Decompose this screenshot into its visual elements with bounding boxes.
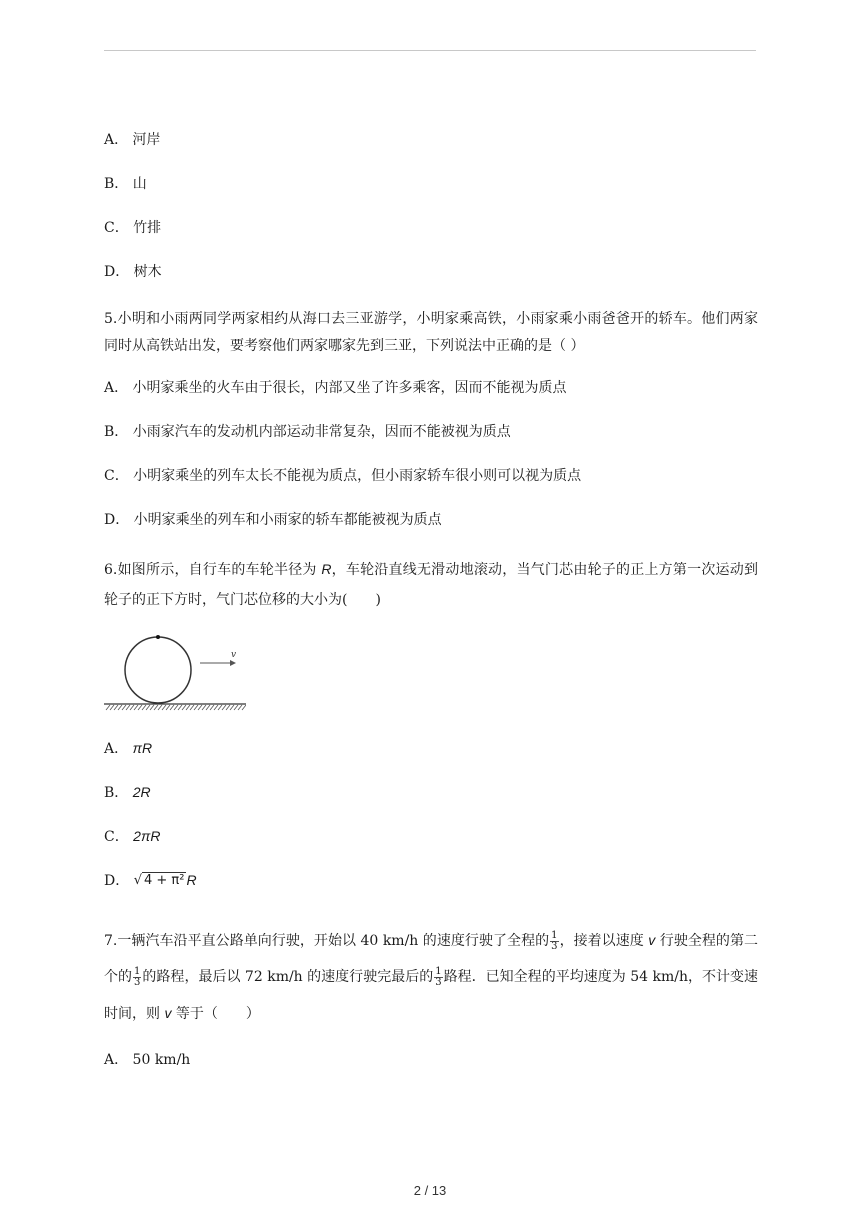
fraction-denominator: 3	[551, 940, 558, 952]
q7-text-4: 的路程，最后以 72 km/h 的速度行驶完最后的	[142, 969, 434, 985]
sqrt-expression: √ 4 + π²	[133, 873, 185, 888]
header-rule	[104, 50, 756, 51]
fraction-numerator: 1	[435, 965, 442, 977]
q6-stem-text: 6.如图所示，自行车的车轮半径为	[104, 562, 322, 578]
q5-option-c: C． 小明家乘坐的列车太长不能视为质点，但小雨家轿车很小则可以视为质点	[104, 468, 582, 484]
fraction-numerator: 1	[551, 929, 558, 941]
q6-option-a	[104, 738, 152, 759]
q4-option-c: C． 竹排	[104, 220, 162, 236]
q6-option-a-label: A．	[104, 741, 133, 757]
q6-stem	[104, 554, 758, 615]
q6-option-b	[104, 782, 151, 803]
fraction-one-third	[550, 931, 558, 952]
q6-option-c-label: C．	[104, 829, 134, 845]
q5-option-a: A． 小明家乘坐的火车由于很长，内部又坐了许多乘客，因而不能视为质点	[104, 380, 567, 396]
wheel-figure	[104, 630, 246, 714]
q5-option-d: D． 小明家乘坐的列车和小雨家的轿车都能被视为质点	[104, 512, 442, 528]
q6-stem-text-2: ，车轮沿直线无滑动地滚动，当气门芯由轮子的正上方第一次运动到轮子的正下方时，气门芯位移的大小为( )	[104, 562, 758, 608]
q6-option-c	[104, 826, 160, 847]
q6-var-r: R	[321, 561, 332, 577]
q6-option-a-value: πR	[132, 740, 153, 756]
valve-dot	[156, 635, 160, 639]
q7-var-v: v	[164, 1005, 172, 1021]
velocity-label: v	[231, 650, 237, 660]
q7-var-v: v	[648, 932, 656, 948]
q6-option-c-value: 2πR	[133, 828, 161, 844]
q6-option-d	[104, 870, 197, 891]
q4-option-b: B． 山	[104, 176, 147, 192]
fraction-denominator: 3	[134, 976, 141, 988]
q4-option-d: D． 树木	[104, 264, 162, 280]
sqrt-radicand: 4 + π²	[143, 873, 185, 888]
fraction-numerator: 1	[134, 965, 141, 977]
q7-stem	[104, 922, 758, 1032]
ground-hatching	[106, 705, 246, 710]
q4-option-a: A． 河岸	[104, 132, 161, 148]
q7-option-a: A． 50 km/h	[104, 1052, 191, 1068]
q6-option-d-suffix: R	[186, 872, 197, 888]
q5-option-b: B． 小雨家汽车的发动机内部运动非常复杂，因而不能被视为质点	[104, 424, 511, 440]
q7-text-3: 行驶全程的第二个的	[104, 933, 759, 985]
q7-text-1: 7.一辆汽车沿平直公路单向行驶，开始以 40 km/h 的速度行驶了全程的	[104, 933, 550, 949]
q6-option-b-value: 2R	[132, 784, 151, 800]
q7-text-6: 等于（ ）	[171, 1006, 260, 1022]
wheel-circle	[125, 637, 191, 703]
q7-text-2: ，接着以速度	[559, 933, 649, 949]
fraction-one-third	[133, 967, 141, 988]
q7-text-5: 路程．已知全程的平均速度为 54 km/h，不计变速时间，则	[104, 969, 759, 1022]
velocity-arrowhead	[230, 660, 236, 666]
q6-option-d-label: D．	[104, 873, 134, 889]
fraction-denominator: 3	[435, 976, 442, 988]
q6-option-b-label: B．	[104, 785, 133, 801]
fraction-one-third	[434, 967, 442, 988]
q5-stem: 5.小明和小雨两同学两家相约从海口去三亚游学，小明家乘高铁，小雨家乘小雨爸爸开的轿车。他们两家同时从高铁站出发，要考察他们两家哪家先到三亚，下列说法中正确的是（ ）	[104, 311, 758, 354]
page-number: 2 / 13	[413, 1183, 447, 1198]
